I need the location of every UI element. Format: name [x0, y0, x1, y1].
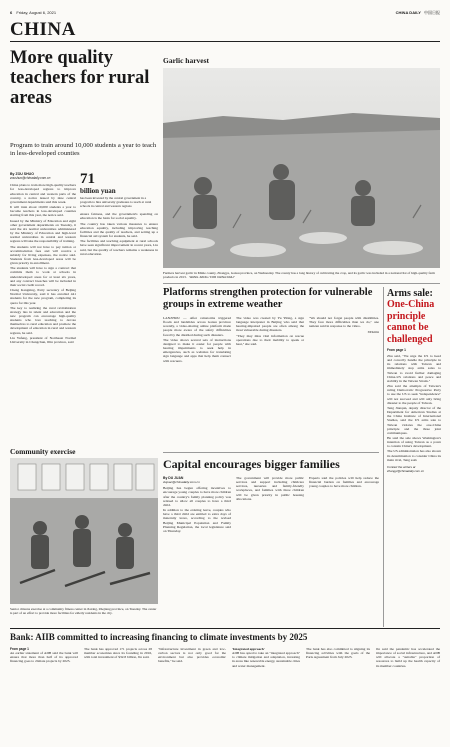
paragraph: Teng Jianqun, deputy director of the Department for American Studies at the China Institute of International Studies, said the US arms sale to Taiwan violates the one-China principle and the three joint communiques. — [387, 405, 441, 435]
stat-unit: billion yuan — [80, 187, 116, 195]
garlic-photo-graphic — [163, 68, 440, 268]
bank-subhead: 'Integrated approach' — [232, 647, 265, 651]
paragraph: The government will provide more public services and support including childcare services, nurseries and family-friendly workplaces, and families with three children will be given priority in public housing allocations. — [236, 476, 304, 501]
arms-sidebar — [387, 288, 441, 473]
brand-name: CHINA DAILY — [395, 10, 421, 15]
paragraph: LANZHOU — After rainstorms triggered floods and landslides across Gansu province recently, a video-sharing online platform made people more aware of the safety difficulties faced by the disabled during such disasters. — [163, 316, 231, 337]
platform-column-1 — [163, 316, 231, 363]
stat-block — [80, 172, 158, 208]
stat-value: 71 — [80, 171, 95, 187]
paragraph: China plans to train more high-quality teachers for less-developed regions to improve education in central and western parts of the country, a notice issued by nine central government departments said this week. — [10, 183, 76, 204]
column-divider — [383, 287, 384, 627]
paragraph: An earlier statement of AIIB said the bank will ensure that more than half of its approved financing goes to climate projects by 2025. — [10, 651, 78, 664]
garlic-harvest-photo — [163, 68, 440, 268]
lead-headline: More quality teachers for rural areas — [10, 48, 150, 108]
bank-column-6 — [376, 647, 440, 668]
paragraph: Zhu said the attempts of Taiwan's ruling Democratic Progressive Party to use the US to seek "independence" will not succeed and will only bring disaster to the people of Taiwan. — [387, 384, 441, 405]
capital-column-2 — [236, 476, 304, 501]
photo-title: Garlic harvest — [163, 56, 210, 65]
bottom-rule — [10, 628, 440, 629]
bank-column-2 — [84, 647, 152, 659]
paragraph: The bank has approved 171 projects across 28 member economies since its founding in 2016, with total investment of $32.8 billion, Jin said. — [84, 647, 152, 660]
paragraph: Zhu said, "We urge the US to heed and correctly handle the principle in its relations with Taiwan and immediately stop arms sales to Taiwan to avoid further damaging China-US relations and peace and stability in the Taiwan Straits." — [387, 354, 441, 383]
bank-column-3 — [158, 647, 226, 664]
divider — [163, 452, 379, 453]
photo-credit: WANG JIANG / FOR CHINA DAILY — [189, 275, 235, 280]
paragraph: In addition to the existing leave, couples who have a third child are entitled to extra days of maternity leave, according to the revised Beijing Municipal Population and Family Planning Regulation, the local legislature said on Thursday. — [163, 508, 231, 533]
paragraph: "Infrastructure investment in green and low-carbon sectors is not only good for the environment but also provides economic benefits," he said. — [158, 647, 226, 664]
paragraph: It will train about 10,000 students a year to become teachers in less-developed counties starting from this year, the notice said. — [10, 205, 76, 218]
paragraph: Jin said the pandemic has accelerated the importance of social infrastructure, and AIIB will allocate a "suitable" proportion of resources to build up the health capacity of its member countries. — [376, 647, 440, 668]
stat-note: has been invested by the central government in a program to hire university graduates to teach at rural schools in central and western regions — [80, 196, 152, 209]
paragraph: Beijing has begun offering incentives to encourage young couples to have more children after the country's family planning policy was relaxed to allow all couples to have a third child. — [163, 486, 231, 507]
lead-email: zoushuo@chinadaily.com.cn — [10, 176, 51, 181]
section-title: CHINA — [10, 19, 76, 40]
brand-name-cn: 中国日报 — [424, 10, 440, 15]
paragraph: Cheng Kangning, Party secretary of Beijing Normal University, said it has enrolled 441 students for the new program, completing its quota for this year. — [10, 288, 76, 305]
lead-deck: Program to train around 10,000 students a year to teach in less-developed counties — [10, 142, 157, 157]
arms-from: From page 1 — [387, 348, 406, 352]
paragraph: Issued by the Ministry of Education and eight other government departments on Tuesday, it said the six normal universities administered by the Ministry of Education and high-level normal universities in central and western regions will take the responsibility of training. — [10, 218, 76, 244]
paragraph: AIIB has opted to take an "integrated approach" to climate mitigation and adaptation, investing in areas like renewable energy, sustainable cities and water management. — [232, 651, 300, 668]
divider — [163, 283, 440, 284]
paragraph: The US administration has also shown its determination to consider China its main rival, Teng said. — [387, 449, 441, 462]
capital-headline: Capital encourages bigger families — [163, 457, 340, 471]
paragraph: The students will have to sign a contract that commits them to work at schools in underdeveloped areas for at least six years, and any contract breaches will be included in their social credit record. — [10, 266, 76, 287]
paragraph: Liu Yufeng, president of Northeast Normal University in Changchun, Jilin province, said — [10, 335, 76, 344]
community-caption: Senior citizens exercise at a community fitness center in Jiaxing, Zhejiang province, on Tuesday. The center is part of an effort to provide more facilities for elderly residents in the city. — [10, 607, 157, 616]
paragraph: "We should not forget people with disabilities. They face more difficulties than we do," one netizen said in response to the video. — [309, 316, 379, 329]
platform-headline: Platforms strengthen protection for vulnerable groups in extreme weather — [163, 287, 373, 310]
paragraph: The facilities and teaching equipment at rural schools have seen significant improvement in recent years, Liu said, but the quality of teachers remains a weakness in rural education. — [80, 239, 158, 256]
page-header — [10, 10, 440, 18]
paragraph: "They may miss vital information on rescue operations due to their inability to speak or hear," she said. — [236, 333, 304, 346]
caption-text: Farmers harvest garlic in Minle county, Zhangye, Gansu province, on Wednesday. The county has a long history of cultivating the crop, and its garlic was included in a national list of high-quality farm products in 2013. — [163, 271, 435, 280]
lead-byline: By ZOU SHUO — [10, 172, 34, 176]
paragraph: He said the sale shows Washington's intention of using Taiwan as a pawn to contain China's development. — [387, 435, 441, 449]
capital-column-3 — [309, 476, 379, 488]
page-number: 6 — [10, 10, 13, 15]
paragraph: The bank has also committed to aligning its financing activities with the goals of the Paris Agreement from July 2023. — [306, 647, 370, 660]
capital-email: dujuan@chinadaily.com.cn — [163, 480, 200, 485]
capital-byline: By DU JUAN — [163, 476, 184, 480]
platform-column-2 — [236, 316, 304, 346]
platform-column-3 — [309, 316, 379, 335]
bank-from: From page 1 — [10, 647, 29, 651]
section-rule — [10, 41, 440, 42]
photo-caption — [163, 271, 440, 279]
community-photo-graphic — [10, 458, 158, 604]
page-date: Friday, August 6, 2021 — [16, 10, 57, 15]
paragraph: The students will not have to pay tuition or accommodation fees and will receive a subsidy for living expenses, the notice said. Students from less-developed areas will be given priority in enrollment. — [10, 244, 76, 266]
platform-signature: XINHUA — [367, 330, 379, 335]
bank-column-1 — [10, 647, 78, 664]
paragraph: The video shows several sets of instructions designed to make it easier for people with hearing impairments to seek help in emergencies, such as websites for translating sign language and apps that help them connect with rescuers. — [163, 337, 231, 363]
masthead — [396, 10, 440, 16]
lead-column-2-text — [80, 212, 158, 256]
paragraph: ensure fairness, and the government's spending on education is the basis for social equality. — [80, 212, 158, 221]
arms-title: Arms sale: — [387, 288, 433, 299]
paragraph: Experts said the policies will help reduce the financial burden on families and encourage young couples to have more children. — [309, 476, 379, 489]
capital-column-1 — [163, 476, 231, 533]
arms-contact: Contact the writers at zhangyi@chinadaily.com.cn — [387, 464, 425, 473]
community-exercise-photo — [10, 458, 158, 604]
community-title: Community exercise — [10, 447, 76, 456]
paragraph: The key to realizing the rural revitalization strategy lies in talent and education and the new program can encourage high-quality students who love teaching to devote themselves to rural education and promote the development of education in rural and western regions, he said. — [10, 305, 76, 335]
arms-text — [387, 354, 441, 462]
lead-column-1 — [10, 172, 76, 344]
bank-headline: Bank: AIIB committed to increasing financing to climate investments by 2025 — [10, 632, 308, 642]
bank-column-5 — [306, 647, 370, 659]
lead-column-2 — [80, 172, 158, 256]
paragraph: The video was created by Yu Yiting, a sign language interpreter in Beijing who said that hearing-impaired people are often among the most vulnerable during disasters. — [236, 316, 304, 333]
paragraph: The country has taken various measures to ensure education equality, including improving teaching facilities and the quality of teachers, and setting up a financial aid system for students, he said. — [80, 221, 158, 239]
arms-subtitle: One-China principle cannot be challenged — [387, 299, 435, 345]
bank-column-4 — [232, 647, 300, 668]
